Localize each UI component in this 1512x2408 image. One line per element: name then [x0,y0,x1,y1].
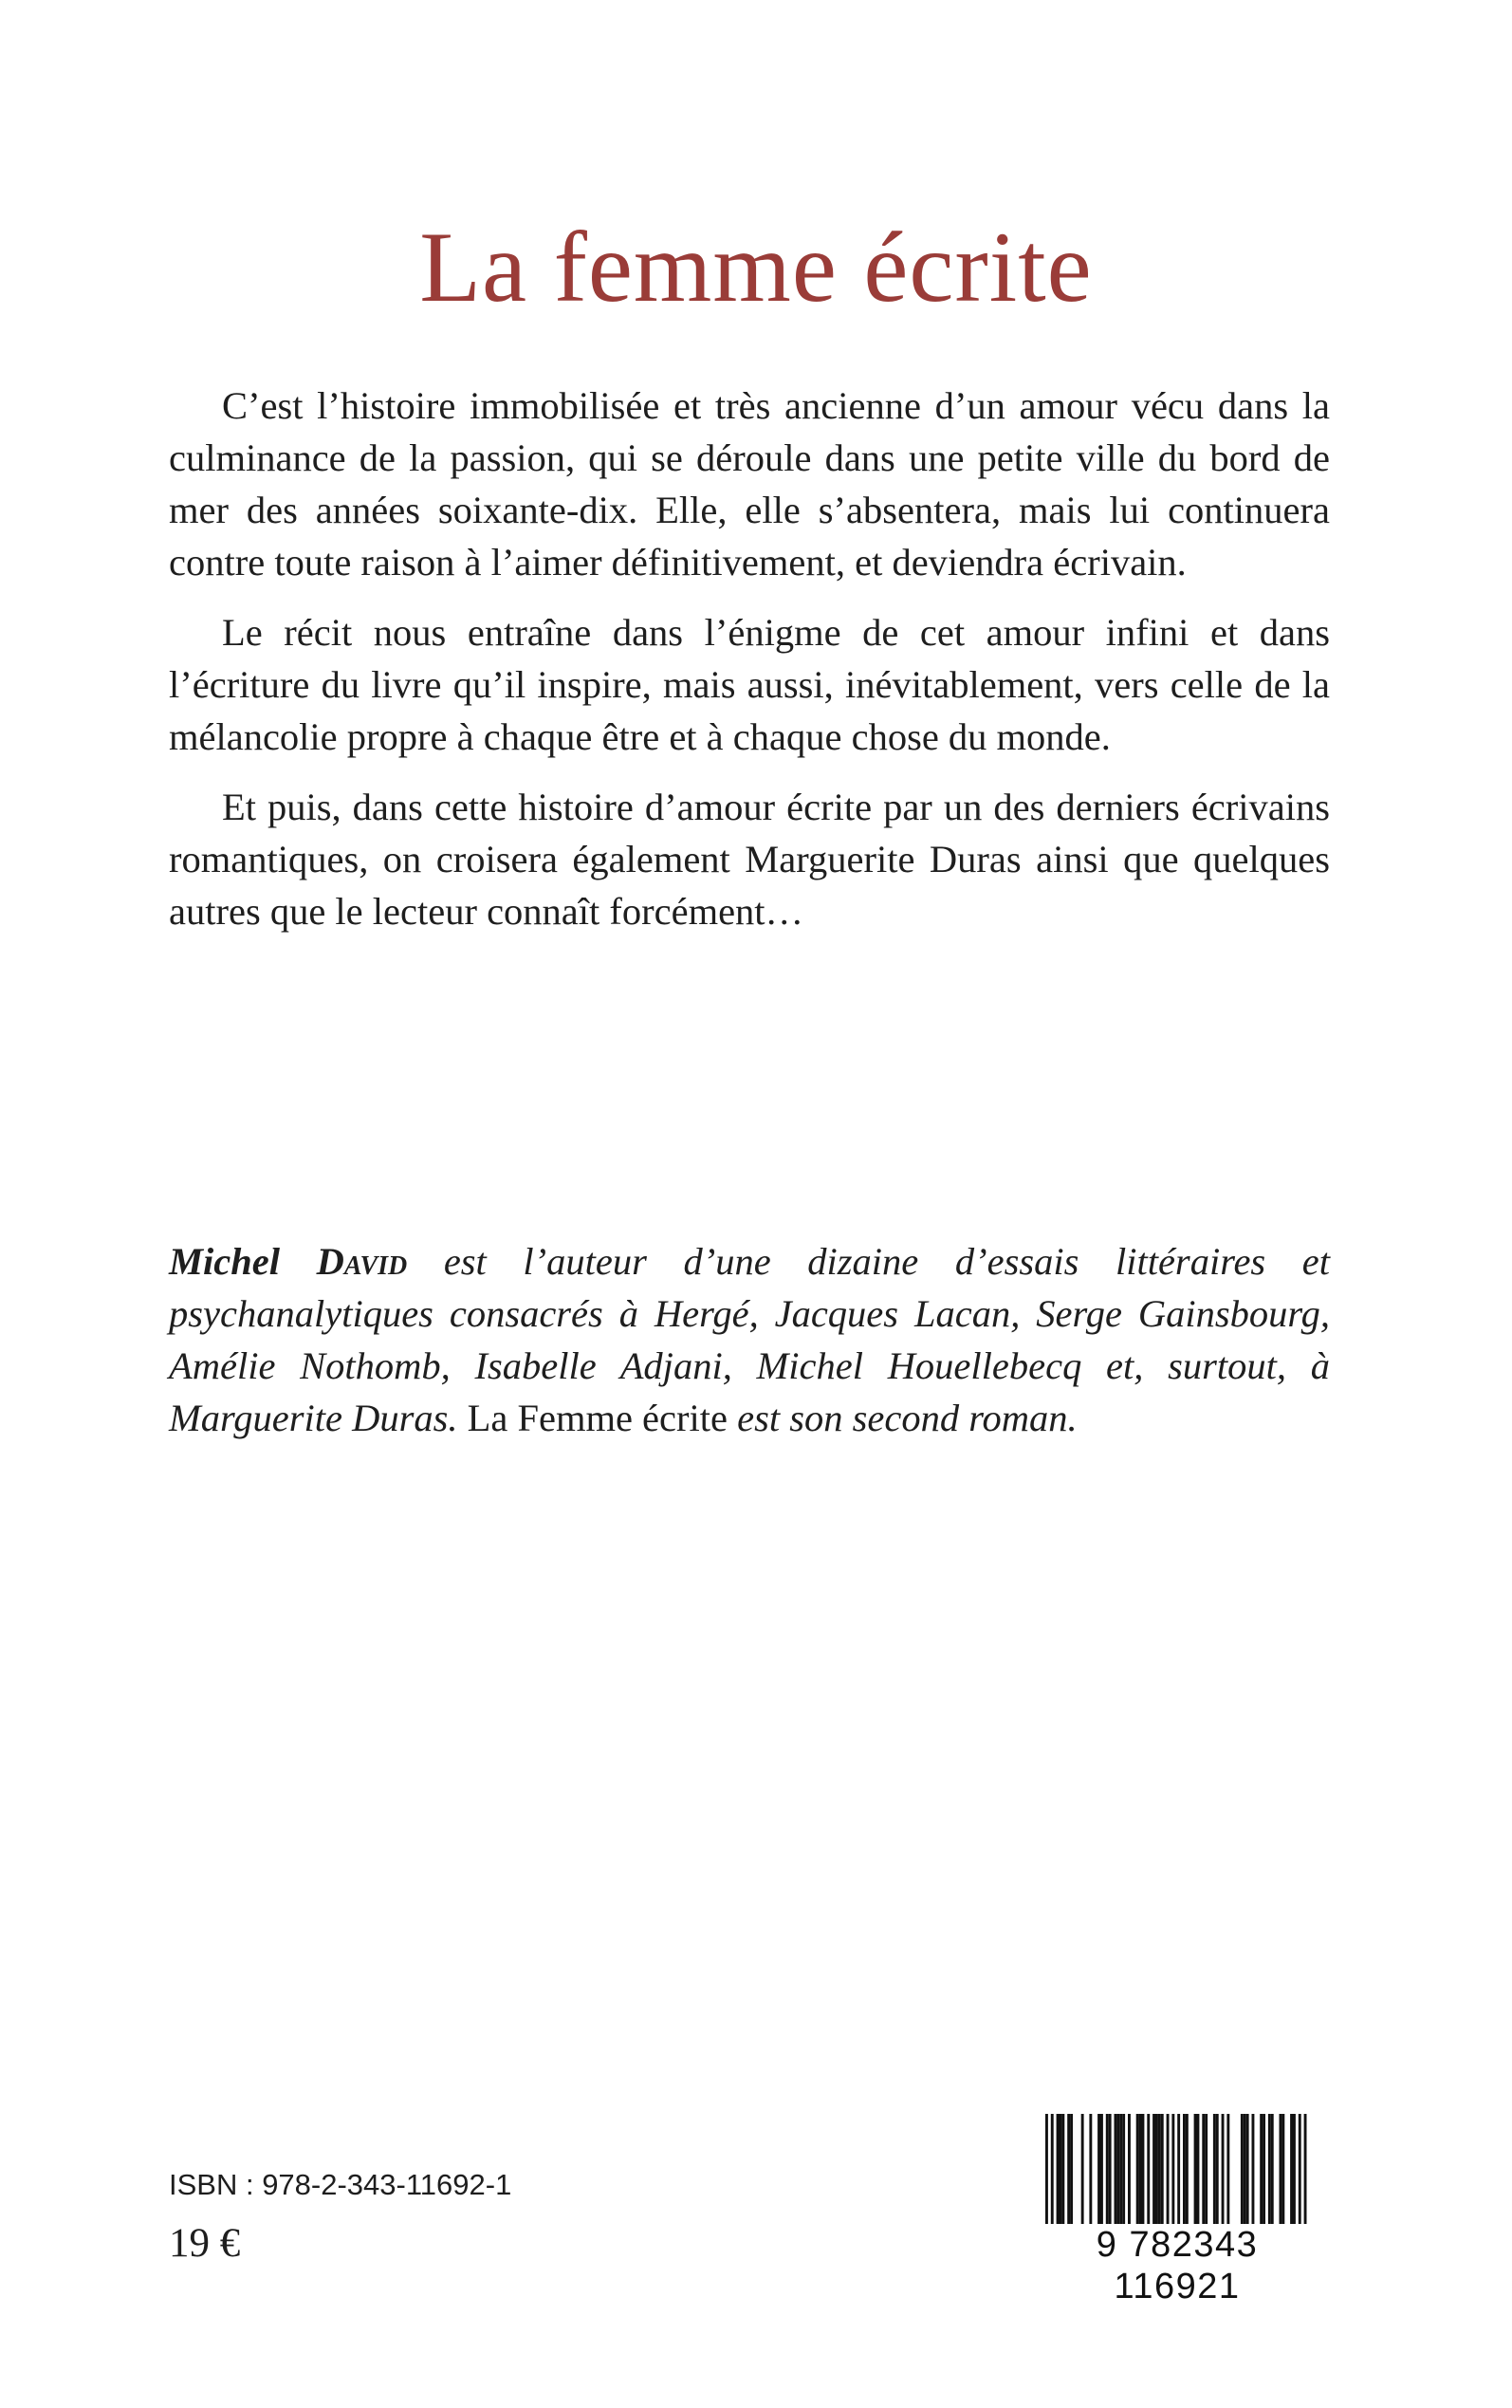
barcode-bar [1202,2114,1205,2228]
barcode-bar [1097,2114,1100,2228]
barcode-bar [1119,2114,1122,2228]
barcode-bar [1158,2114,1161,2228]
barcode-bar [1290,2114,1293,2228]
barcode-bar [1109,2114,1112,2228]
barcode-bar [1060,2114,1062,2228]
price-label: 19 € [169,2221,241,2266]
barcode-bar [1152,2114,1155,2228]
blurb-paragraph-2: Le récit nous entraîne dans l’énigme de cet amour infini et dans l’écriture du livre qu’il inspire, mais aussi, inévitablement, vers celle de la mélancolie propre à chaque être et à chaque chose du monde. [169,611,1330,758]
barcode-bar [1186,2114,1189,2228]
blurb-paragraph-1: C’est l’histoire immobilisée et très ancienne d’un amour vécu dans la culminance de la passion, qui se déroule dans une petite ville du bord de mer des années soixante-dix. Elle, elle s’absentera, mais lui continuera contre toute raison à l’aimer définitivement, et deviendra écrivain. [169,384,1330,583]
book-title: La femme écrite [419,212,1093,324]
isbn-label: ISBN : 978-2-343-11692-1 [169,2168,512,2201]
author-first-name: Michel [169,1240,280,1283]
barcode-bar [1197,2114,1200,2228]
author-bio [169,1235,1330,1444]
barcode-bar [1271,2114,1274,2228]
barcode-bar [1252,2114,1255,2228]
barcode-bar [1122,2114,1125,2228]
barcode-bar [1147,2114,1150,2228]
barcode-bar [1136,2114,1139,2228]
barcode-bar [1057,2114,1060,2228]
author-bio-book-title: La Femme écrite [467,1397,728,1439]
barcode-bar [1299,2114,1301,2228]
barcode-bar [1194,2114,1197,2228]
barcode-bar [1161,2114,1164,2228]
back-cover-blurb [169,380,1330,955]
barcode-bar [1241,2114,1244,2228]
blurb-paragraph-3: Et puis, dans cette histoire d’amour écrite par un des derniers écrivains romantiques, on croisera également Marguerite Duras ainsi que quelques autres que le lecteur connaît forcément… [169,786,1330,933]
barcode-bar [1115,2114,1117,2228]
barcode-bar [1304,2114,1307,2228]
barcode-bar [1205,2114,1208,2228]
barcode-bar [1070,2114,1073,2228]
author-bio-tail: est son second roman. [727,1397,1078,1439]
barcode-bar [1183,2114,1186,2228]
barcode-bar [1226,2114,1229,2228]
barcode-digits: 9 782343 116921 [1030,2224,1324,2307]
barcode-bar [1045,2114,1048,2228]
barcode-bar [1051,2114,1054,2228]
barcode-bar [1142,2114,1145,2228]
barcode-bar [1171,2114,1174,2228]
barcode-bar [1116,2114,1119,2228]
barcode-bar [1244,2114,1246,2228]
author-bio-text: est l’auteur d’une dizaine d’essais littéraires et psychanalytiques consacrés à Hergé, Jacques Lacan, Serge Gainsbourg, Amélie Nothomb, Isabelle Adjani, Michel Houellebecq et, surtout, à Marguerite Duras. [169,1240,1331,1439]
barcode-bar [1268,2114,1271,2228]
barcode-bar [1081,2114,1084,2228]
barcode-bar [1260,2114,1263,2228]
barcode-bar [1246,2114,1249,2228]
barcode-bars-icon [1030,2114,1324,2228]
barcode-bar [1089,2114,1092,2228]
barcode-bar [1213,2114,1216,2228]
barcode-bar [1139,2114,1142,2228]
barcode-bar [1293,2114,1296,2228]
barcode-bar [1280,2114,1282,2228]
barcode-bar [1282,2114,1284,2228]
barcode-bar [1222,2114,1225,2228]
barcode-bar [1167,2114,1170,2228]
barcode-bar [1263,2114,1265,2228]
barcode-bar [1061,2114,1064,2228]
barcode-bar [1067,2114,1070,2228]
barcode-bar [1155,2114,1158,2228]
barcode-bar [1216,2114,1219,2228]
barcode-bar [1106,2114,1109,2228]
barcode-bar [1128,2114,1131,2228]
author-last-name: David [316,1240,408,1283]
barcode-bar [1100,2114,1103,2228]
barcode-bar [1177,2114,1180,2228]
